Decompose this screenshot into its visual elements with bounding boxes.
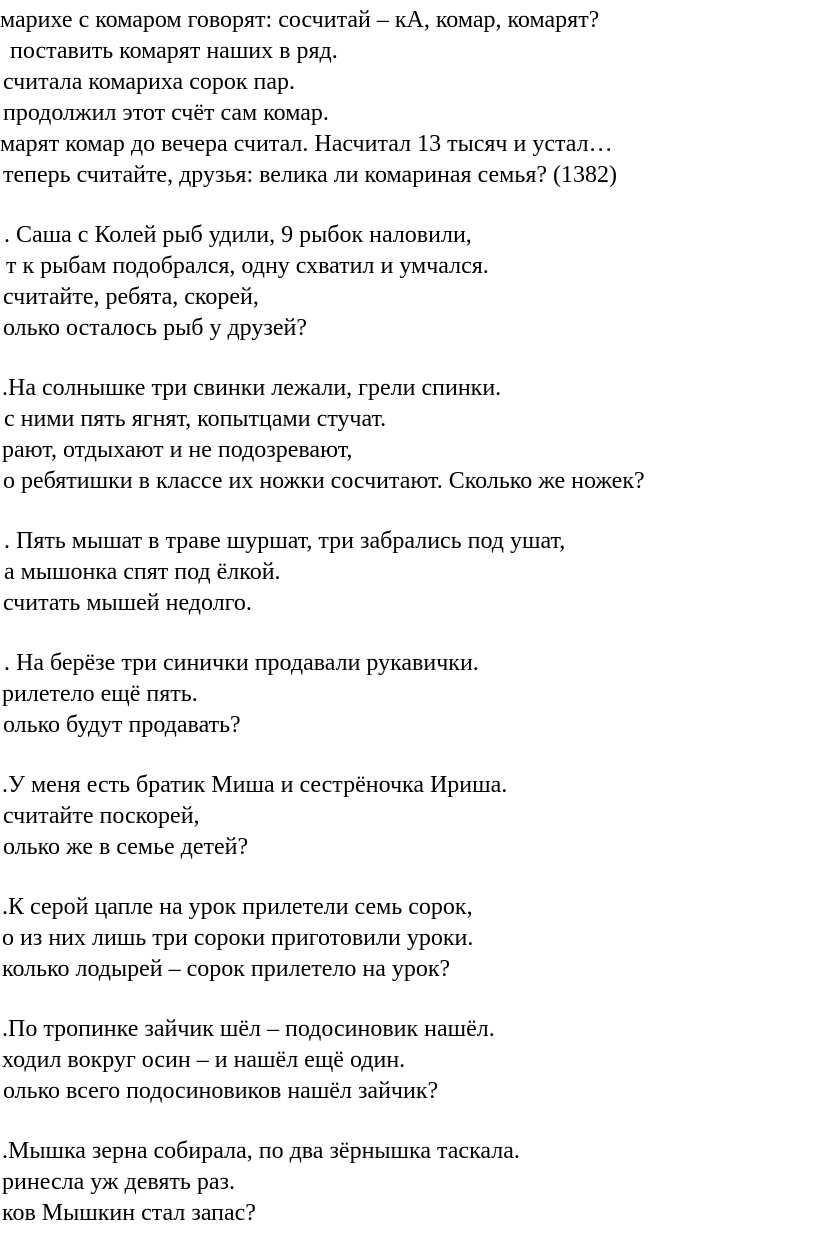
text-line: .У меня есть братик Миша и сестрёночка Ириша. <box>2 772 508 798</box>
text-line: рилетело ещё пять. <box>2 681 198 707</box>
text-line: считать мышей недолго. <box>3 590 252 616</box>
text-line: .Мышка зерна собирала, по два зёрнышка таскала. <box>2 1138 520 1164</box>
text-line: . Пять мышат в траве шуршат, три забрались под ушат, <box>4 528 566 554</box>
text-line: считала комариха сорок пар. <box>3 69 296 95</box>
text-line: .На солнышке три свинки лежали, грели спинки. <box>2 375 502 401</box>
text-line: считайте, ребята, скорей, <box>3 284 259 310</box>
text-line: олько осталось рыб у друзей? <box>3 315 307 341</box>
text-line: считайте поскорей, <box>3 803 200 829</box>
text-line: . Саша с Колей рыб удили, 9 рыбок наловили, <box>4 222 472 248</box>
text-line: колько лодырей – сорок прилетело на урок? <box>2 956 451 982</box>
text-line: .К серой цапле на урок прилетели семь сорок, <box>2 894 473 920</box>
text-line: .По тропинке зайчик шёл – подосиновик нашёл. <box>2 1016 495 1042</box>
text-line: рают, отдыхают и не подозревают, <box>2 437 353 463</box>
text-line: ков Мышкин стал запас? <box>2 1200 256 1226</box>
text-line: т к рыбам подобрался, одну схватил и умчался. <box>6 253 489 279</box>
text-line: поставить комарят наших в ряд. <box>10 38 338 64</box>
text-line: олько же в семье детей? <box>3 834 249 860</box>
text-line: продолжил этот счёт сам комар. <box>3 100 329 126</box>
text-line: о ребятишки в классе их ножки сосчитают. Сколько же ножек? <box>3 468 645 494</box>
text-line: марихе с комаром говорят: сосчитай – кА, комар, комарят? <box>0 7 600 33</box>
text-line: теперь считайте, друзья: велика ли комариная семья? (1382) <box>3 162 617 188</box>
text-line: олько будут продавать? <box>3 712 241 738</box>
text-line: . На берёзе три синички продавали рукавички. <box>4 650 479 676</box>
text-line: ринесла уж девять раз. <box>2 1169 235 1195</box>
text-line: олько всего подосиновиков нашёл зайчик? <box>3 1078 439 1104</box>
text-line: о из них лишь три сороки приготовили уроки. <box>2 925 474 951</box>
text-line: ходил вокруг осин – и нашёл ещё один. <box>2 1047 406 1073</box>
text-line: а мышонка спят под ёлкой. <box>4 559 281 585</box>
text-line: с ними пять ягнят, копытцами стучат. <box>4 406 387 432</box>
text-line: марят комар до вечера считал. Насчитал 13 тысяч и устал… <box>0 131 613 157</box>
